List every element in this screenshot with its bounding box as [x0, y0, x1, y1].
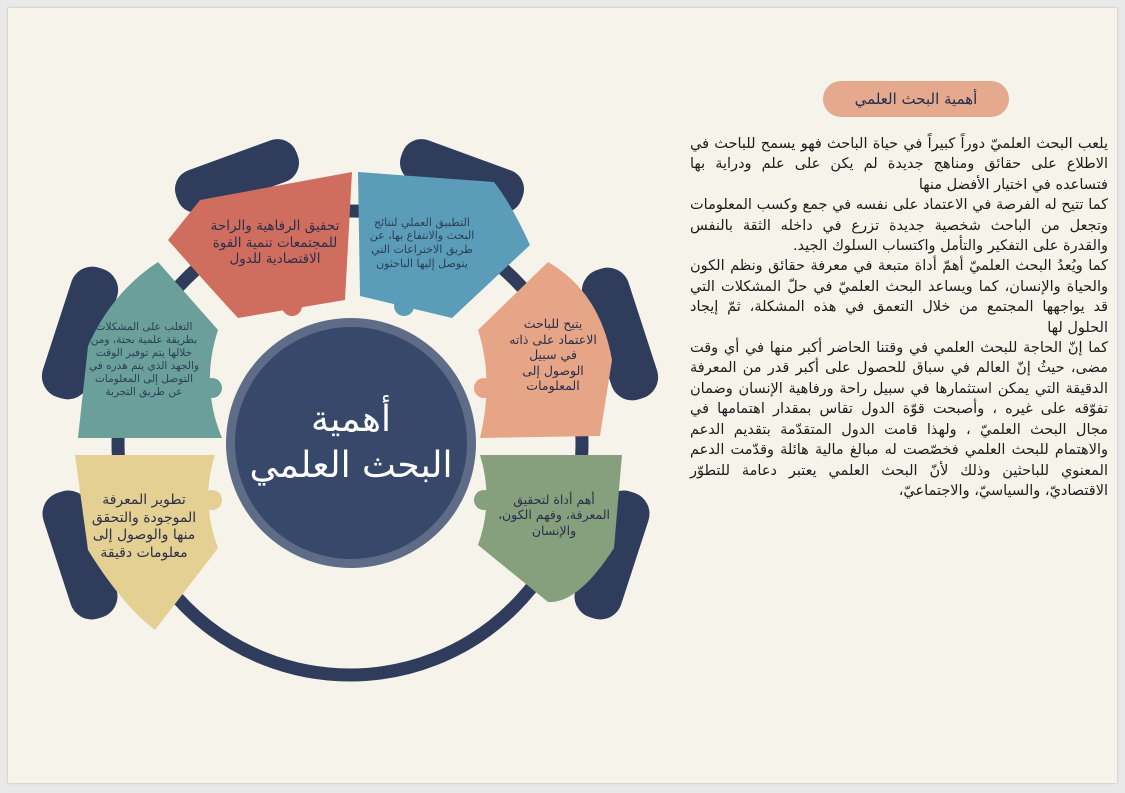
paragraph-1: يلعب البحث العلميّ دوراً كبيراً في حياة الباحث فهو يسمح للباحث في الاطلاع على حقائق ومناهج جديدة لم يكن على علم ودراية بها فتساعده في اختيار الأفضل منها — [690, 136, 1108, 193]
segment-knowledge-tool-text: أهم أداة لتحقيق المعرفة، وفهم الكون، والإنسان — [497, 491, 611, 538]
paragraph-2: كما تتيح له الفرصة في الاعتماد على نفسه في جمع وكسب المعلومات وتجعل من الباحث شخصية جديدة تزرع في داخله الثقة بالنفس والقدرة على التفكير والتأمل واكتساب السلوك الجيد. — [690, 197, 1108, 255]
center-title — [226, 318, 476, 568]
segment-problem-solving-text: التغلب على المشكلات بطريقة علمية بحتة، ومن خلالها يتم توفير الوقت والجهد الذي يتم هدره في التوصل إلى المعلومات عن طريق التجربة — [89, 320, 199, 399]
segment-practical-application-text: التطبيق العملي لنتائج البحث والانتفاع بها، عن طريق الاختراعات التي يتوصل إليها الباحثون — [369, 215, 475, 270]
center-title-line-1: أهمية — [311, 399, 391, 440]
segment-welfare-text: تحقيق الرفاهية والراحة للمجتمعات تنمية القوة الاقتصادية للدول — [210, 217, 340, 268]
paragraph-4: كما إنّ الحاجة للبحث العلمي في وقتنا الحاضر أكبر منها في أي وقت مضى، حيثُ إنّ العالم في سباق للحصول على أكبر قدر من المعرفة الدقيقة التي يمكن استثمارها في سبيل راحة ورفاهية الإنسان وضمان تفوّقه على غيره ، وأصبحت قوّة الدول تقاس بمقدار اهتمامها في مجال البحث العلميّ ، ولهذا قامت الدول المتقدّمة بتقديم الدعم والاهتمام للبحث العلمي فخصّصت له مبالغ مالية هائلة وقدّمت الدعم المعنوي للباحثين وذلك لأنّ البحث العلمي يعتبر دعامة للتطوّر الاقتصاديّ، والسياسيّ، والاجتماعيّ، — [690, 340, 1108, 499]
section-title: أهمية البحث العلمي — [854, 90, 978, 108]
center-title-line-2: البحث العلمي — [249, 445, 453, 486]
segment-knowledge-development-text: تطوير المعرفة الموجودة والتحقق منها والوصول إلى معلومات دقيقة — [91, 492, 197, 561]
paragraph-3: كما ويُعدُ البحث العلميّ أهمّ أداة متبعة في معرفة حقائق ونظم الكون والحياة والإنسان، كما ويساعد البحث العلميّ في حلّ المشكلات التي قد يواجهها المجتمع من خلال التعمق في هذه المشكلة، ثمّ إيجاد الحلول لها — [690, 258, 1108, 336]
segment-self-reliance-text: يتيح للباحث الاعتماد على ذاته في سبيل الوصول إلى المعلومات — [509, 315, 597, 394]
